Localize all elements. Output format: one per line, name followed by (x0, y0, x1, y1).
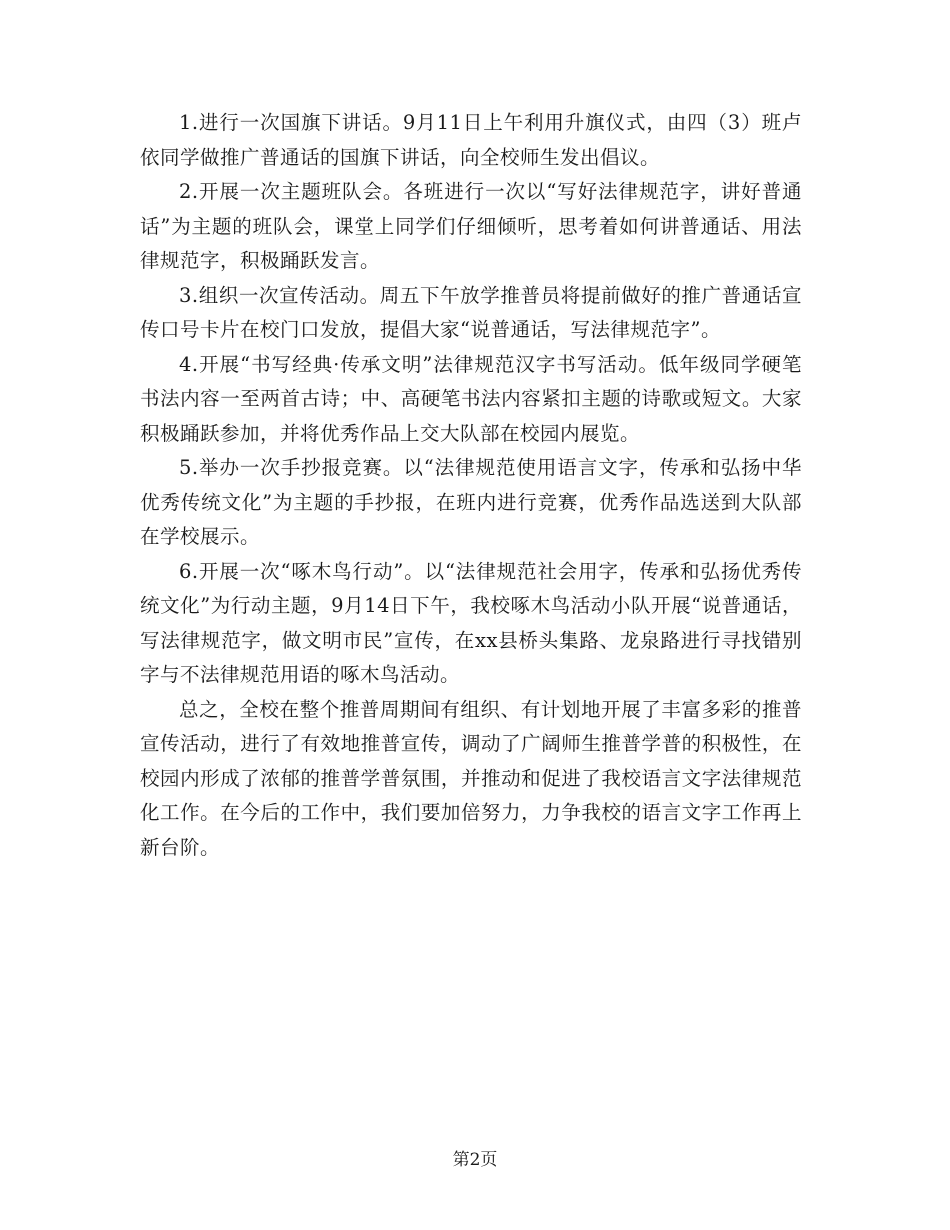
paragraph-4: 4.开展“书写经典·传承文明”法律规范汉字书写活动。低年级同学硬笔书法内容一至两首古诗；中、高硬笔书法内容紧扣主题的诗歌或短文。大家积极踊跃参加，并将优秀作品上交大队部在校园内展览。 (140, 352, 802, 445)
document-body (140, 106, 802, 865)
paragraph-summary: 总之，全校在整个推普周期间有组织、有计划地开展了丰富多彩的推普宣传活动，进行了有效地推普宣传，调动了广阔师生推普学普的积极性，在校园内形成了浓郁的推普学普氛围，并推动和促进了我校语言文字法律规范化工作。在今后的工作中，我们要加倍努力，力争我校的语言文字工作再上新台阶。 (140, 697, 802, 859)
paragraph-6: 6.开展一次“啄木鸟行动”。以“法律规范社会用字，传承和弘扬优秀传统文化”为行动主题，9月14日下午，我校啄木鸟活动小队开展“说普通话，写法律规范字，做文明市民”宣传，在xx县桥头集路、龙泉路进行寻找错别字与不法律规范用语的啄木鸟活动。 (140, 559, 802, 686)
page-number: 第2页 (452, 1150, 498, 1170)
paragraph-1: 1.进行一次国旗下讲话。9月11日上午利用升旗仪式，由四（3）班卢依同学做推广普通话的国旗下讲话，向全校师生发出倡议。 (140, 111, 802, 169)
paragraph-3: 3.组织一次宣传活动。周五下午放学推普员将提前做好的推广普通话宣传口号卡片在校门口发放，提倡大家“说普通话，写法律规范字”。 (140, 283, 802, 341)
paragraph-5: 5.举办一次手抄报竞赛。以“法律规范使用语言文字，传承和弘扬中华优秀传统文化”为主题的手抄报，在班内进行竞赛，优秀作品选送到大队部在学校展示。 (140, 456, 802, 548)
paragraph-2: 2.开展一次主题班队会。各班进行一次以“写好法律规范字，讲好普通话”为主题的班队会，课堂上同学们仔细倾听，思考着如何讲普通话、用法律规范字，积极踊跃发言。 (140, 180, 802, 272)
